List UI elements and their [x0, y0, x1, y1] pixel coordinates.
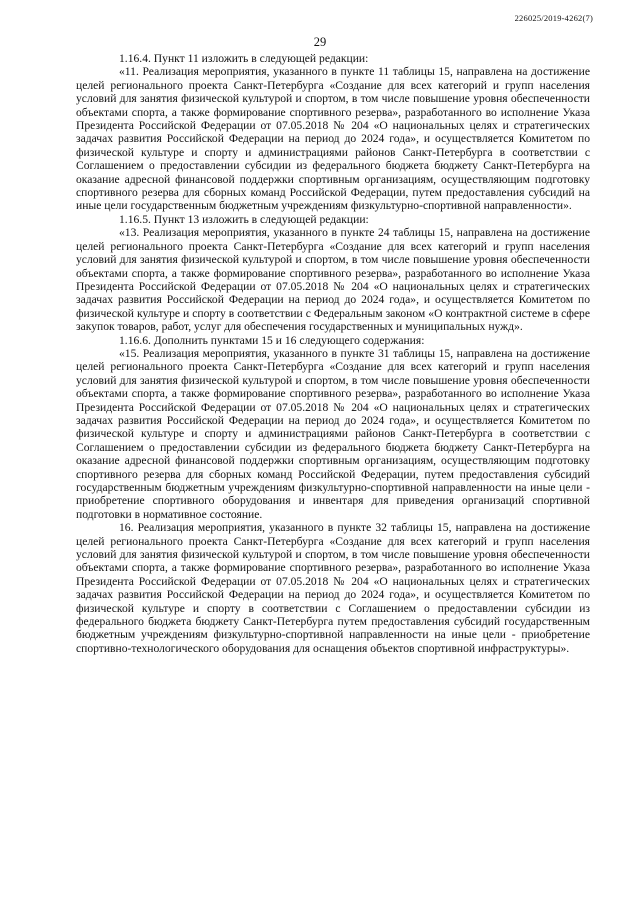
paragraph-heading-1.16.5: 1.16.5. Пункт 13 изложить в следующей редакции:	[119, 212, 369, 226]
document-number: 226025/2019-4262(7)	[514, 13, 593, 23]
paragraph-item-13: «13. Реализация мероприятия, указанного в пункте 24 таблицы 15, направлена на достижение целей регионального проекта Санкт-Петербурга «Создание для всех категорий и групп населения условий для занятия физической культурой и спортом, в том числе повышение уровня обеспеченности объектами спорта, а также формирование спортивного резерва», разработанного во исполнение Указа Президента Российской Федерации от 07.05.2018 № 204 «О национальных целях и стратегических задачах развития Российской Федерации на период до 2024 года», и осуществляется Комитетом по физической культуре и спорту в соответствии с Федеральным законом «О контрактной системе в сфере закупок товаров, работ, услуг для обеспечения государственных и муниципальных нужд».	[76, 226, 590, 334]
paragraph-item-16: 16. Реализация мероприятия, указанного в пункте 32 таблицы 15, направлена на достижение целей регионального проекта Санкт-Петербурга «Создание для всех категорий и групп населения условий для занятия физической культурой и спортом, в том числе повышение уровня обеспеченности объектами спорта, а также формирование спортивного резерва», разработанного во исполнение Указа Президента Российской Федерации от 07.05.2018 № 204 «О национальных целях и стратегических задачах развития Российской Федерации на период до 2024 года», и осуществляется Комитетом по физической культуре и спорту в соответствии с Соглашением о предоставлении субсидии из федерального бюджета бюджету Санкт-Петербурга путем предоставления субсидий государственным бюджетным учреждениям физкультурно-спортивной направленности на иные цели - приобретение спортивно-технологического оборудования для оснащения объектов спортивной инфраструктуры».	[76, 521, 590, 655]
document-body	[76, 52, 590, 655]
paragraph-heading-1.16.4: 1.16.4. Пункт 11 изложить в следующей редакции:	[119, 52, 369, 65]
paragraph-heading-1.16.6: 1.16.6. Дополнить пунктами 15 и 16 следующего содержания:	[119, 333, 425, 347]
paragraph-item-15: «15. Реализация мероприятия, указанного в пункте 31 таблицы 15, направлена на достижение целей регионального проекта Санкт-Петербурга «Создание для всех категорий и групп населения условий для занятия физической культурой и спортом, в том числе повышение уровня обеспеченности объектами спорта, а также формирование спортивного резерва», разработанного во исполнение Указа Президента Российской Федерации от 07.05.2018 № 204 «О национальных целях и стратегических задачах развития Российской Федерации на период до 2024 года», и осуществляется Комитетом по физической культуре и спорту и администрациями районов Санкт-Петербурга в соответствии с Соглашением о предоставлении субсидии из федерального бюджета бюджету Санкт-Петербурга на оказание адресной финансовой поддержки спортивным организациям, осуществляющим подготовку спортивного резерва для сборных команд Российской Федерации, путем предоставления субсидий государственным бюджетным учреждениям физкультурно-спортивной направленности на иные цели - приобретение спортивного оборудования и инвентаря для приведения организаций спортивной подготовки в нормативное состояние.	[76, 346, 590, 521]
page-number: 29	[313, 35, 327, 49]
paragraph-item-11: «11. Реализация мероприятия, указанного в пункте 11 таблицы 15, направлена на достижение целей регионального проекта Санкт-Петербурга «Создание для всех категорий и групп населения условий для занятия физической культурой и спортом, в том числе повышение уровня обеспеченности объектами спорта, а также формирование спортивного резерва», разработанного во исполнение Указа Президента Российской Федерации от 07.05.2018 № 204 «О национальных целях и стратегических задачах развития Российской Федерации на период до 2024 года», и осуществляется Комитетом по физической культуре и спорту и администрациями районов Санкт-Петербурга в соответствии с Соглашением о предоставлении субсидии из федерального бюджета бюджету Санкт-Петербурга на оказание адресной финансовой поддержки спортивным организациям, осуществляющим подготовку спортивного резерва для сборных команд Российской Федерации, путем предоставления субсидий на иные цели государственным бюджетным учреждениям физкультурно-спортивной направленности».	[76, 65, 590, 213]
